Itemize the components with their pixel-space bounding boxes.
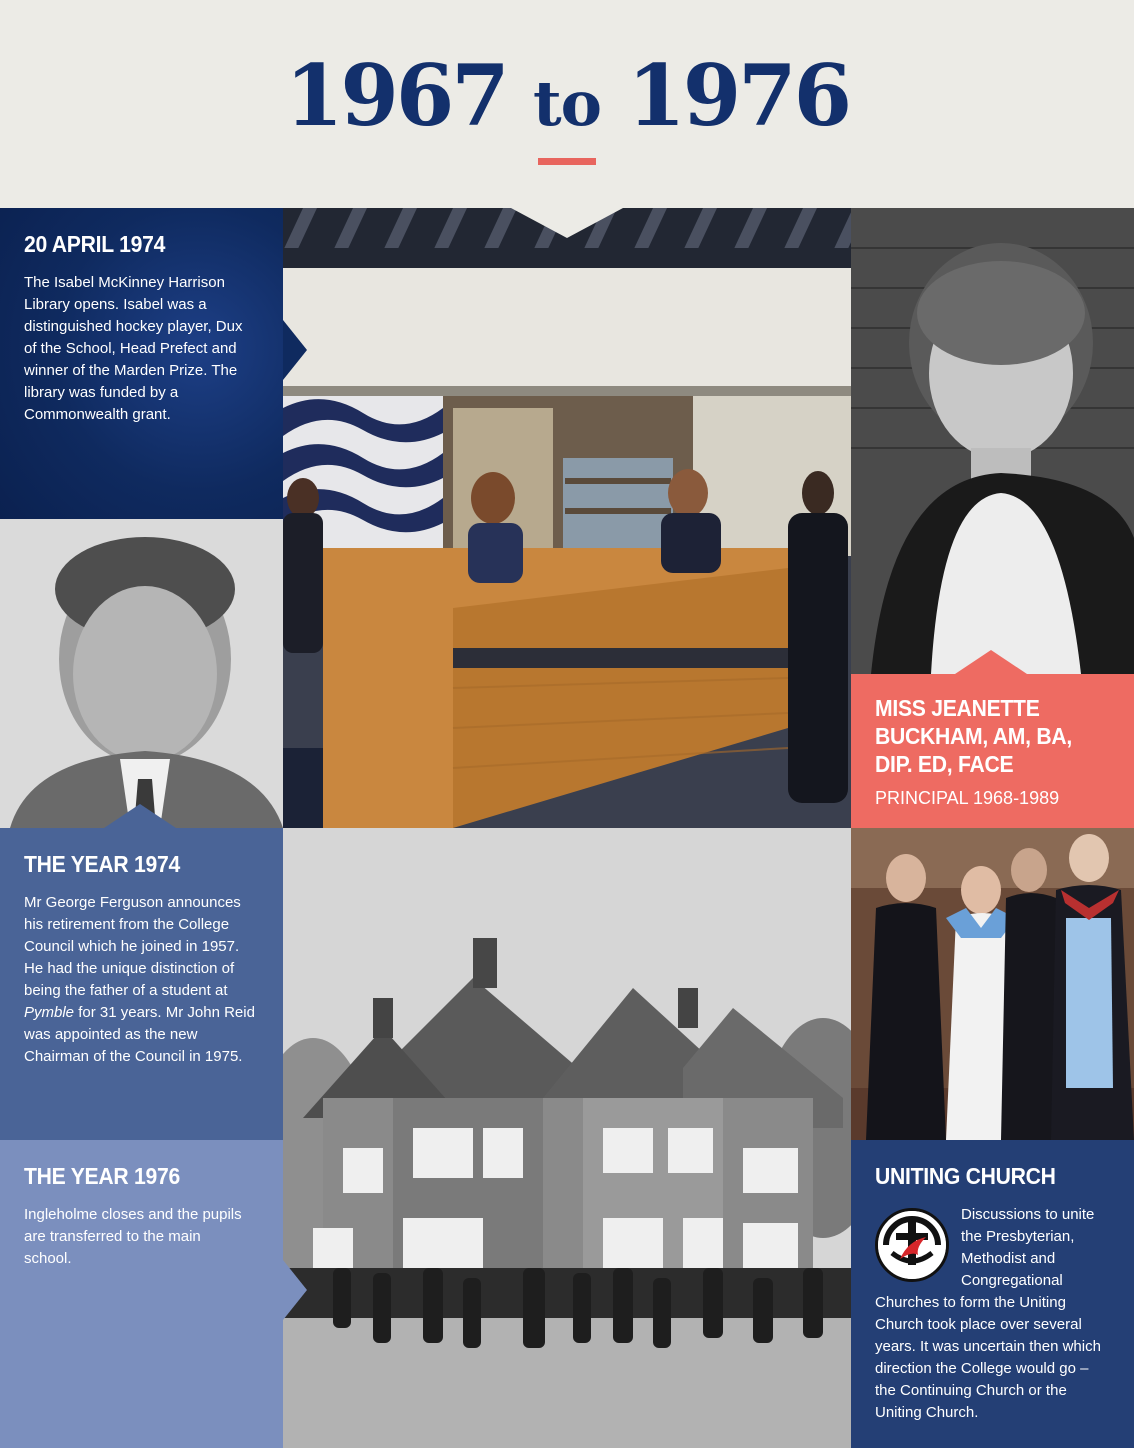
library-left-arrow bbox=[283, 320, 307, 380]
ingleholme-photo bbox=[283, 828, 851, 1448]
title-end-year: 1976 bbox=[627, 46, 850, 145]
library-photo bbox=[283, 208, 851, 828]
panel-heading: THE YEAR 1976 bbox=[24, 1163, 180, 1189]
panel-heading: UNITING CHURCH bbox=[875, 1163, 1056, 1189]
graduation-photo-image bbox=[851, 828, 1134, 1140]
ingleholme-photo-image bbox=[283, 828, 851, 1448]
panel-body: Ingleholme closes and the pupils are transferred to the main school. bbox=[24, 1206, 242, 1267]
panel-body bbox=[24, 892, 260, 1068]
panel-year-1976 bbox=[0, 1140, 283, 1448]
principal-portrait-image bbox=[851, 208, 1134, 674]
panel-principal bbox=[851, 674, 1134, 828]
principal-portrait bbox=[851, 208, 1134, 674]
year1974-notch bbox=[104, 804, 176, 828]
principal-name: MISS JEANETTE BUCKHAM, AM, BA, DIP. ED, FACE bbox=[875, 695, 1072, 777]
ingleholme-left-arrow bbox=[283, 1260, 307, 1320]
body-text-start: Mr George Ferguson announces his retirement from the College Council which he joined in 1957. He had the unique distinction of being the father of a student at bbox=[24, 894, 241, 999]
graduation-photo bbox=[851, 828, 1134, 1140]
uniting-church-logo bbox=[875, 1208, 949, 1282]
principal-notch bbox=[955, 650, 1027, 674]
title-underline bbox=[538, 158, 596, 165]
ferguson-portrait bbox=[0, 519, 283, 828]
panel-uniting-church bbox=[851, 1140, 1134, 1448]
library-photo-image bbox=[283, 208, 851, 828]
panel-body: Discussions to unite the Presbyterian, Methodist and Congregational Churches to form the Uniting Church took place over several years. It was uncertain then which direction the College would go – the Continuing Church or the Uniting Church. bbox=[875, 1206, 1101, 1421]
body-text-emphasis: Pymble bbox=[24, 1004, 75, 1021]
library-notch bbox=[511, 208, 623, 238]
panel-heading: THE YEAR 1974 bbox=[24, 851, 180, 877]
panel-heading: 20 APRIL 1974 bbox=[24, 231, 166, 257]
principal-role: PRINCIPAL 1968-1989 bbox=[875, 788, 1060, 808]
page-header bbox=[0, 0, 1134, 208]
ferguson-portrait-image bbox=[0, 519, 283, 828]
page-title bbox=[0, 48, 1134, 152]
body-text-end: for 31 years. Mr John Reid was appointed as the new Chairman of the Council in 1975. bbox=[24, 1004, 255, 1065]
title-start-year: 1967 bbox=[284, 46, 507, 145]
uniting-church-logo-icon bbox=[878, 1211, 946, 1279]
title-to: to bbox=[533, 67, 601, 140]
panel-body: The Isabel McKinney Harrison Library opens. Isabel was a distinguished hockey player, Dux of the School, Head Prefect and winner of the Marden Prize. The library was funded by a Commonwealth grant. bbox=[24, 274, 243, 423]
panel-year-1974 bbox=[0, 828, 283, 1140]
panel-april-1974 bbox=[0, 208, 283, 519]
